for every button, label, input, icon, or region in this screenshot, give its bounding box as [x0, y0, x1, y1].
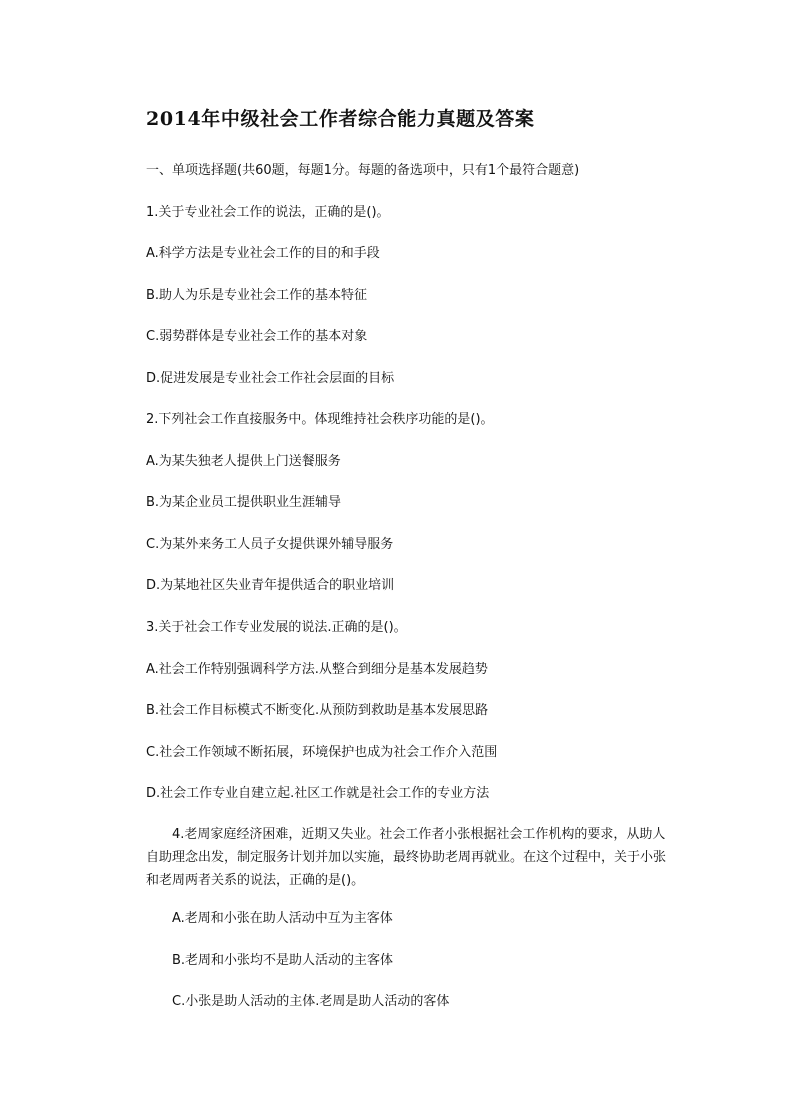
question-2-option-b: B.为某企业员工提供职业生涯辅导	[146, 495, 342, 510]
document-title: 2014年中级社会工作者综合能力真题及答案	[146, 108, 535, 130]
question-4-stem: 4.老周家庭经济困难，近期又失业。社会工作者小张根据社会工作机构的要求，从助人自助理念出发，制定服务计划并加以实施，最终协助老周再就业。在这个过程中，关于小张和老周两者关系的说法，正确的是()。	[146, 827, 667, 888]
question-1-option-c: C.弱势群体是专业社会工作的基本对象	[146, 329, 368, 344]
question-4-option-b: B.老周和小张均不是助人活动的主客体	[172, 953, 394, 968]
question-1-option-a: A.科学方法是专业社会工作的目的和手段	[146, 246, 380, 261]
question-2-stem: 2.下列社会工作直接服务中。体现维持社会秩序功能的是()。	[146, 412, 494, 427]
question-3-stem: 3.关于社会工作专业发展的说法.正确的是()。	[146, 620, 407, 635]
question-1-option-b: B.助人为乐是专业社会工作的基本特征	[146, 288, 368, 303]
question-3-option-d: D.社会工作专业自建立起.社区工作就是社会工作的专业方法	[146, 786, 490, 801]
question-1-option-d: D.促进发展是专业社会工作社会层面的目标	[146, 371, 395, 386]
question-2-option-c: C.为某外来务工人员子女提供课外辅导服务	[146, 537, 394, 552]
question-3-option-b: B.社会工作目标模式不断变化.从预防到救助是基本发展思路	[146, 703, 489, 718]
section-heading: 一、单项选择题(共60题，每题1分。每题的备选项中，只有1个最符合题意)	[146, 163, 580, 178]
question-2-option-a: A.为某失独老人提供上门送餐服务	[146, 454, 341, 469]
question-2-option-d: D.为某地社区失业青年提供适合的职业培训	[146, 578, 395, 593]
question-4-option-a: A.老周和小张在助人活动中互为主客体	[172, 911, 393, 926]
question-4-option-c: C.小张是助人活动的主体.老周是助人活动的客体	[172, 994, 450, 1009]
question-3-option-a: A.社会工作特别强调科学方法.从整合到细分是基本发展趋势	[146, 662, 488, 677]
question-3-option-c: C.社会工作领域不断拓展，环境保护也成为社会工作介入范围	[146, 745, 498, 760]
question-1-stem: 1.关于专业社会工作的说法，正确的是()。	[146, 205, 390, 220]
